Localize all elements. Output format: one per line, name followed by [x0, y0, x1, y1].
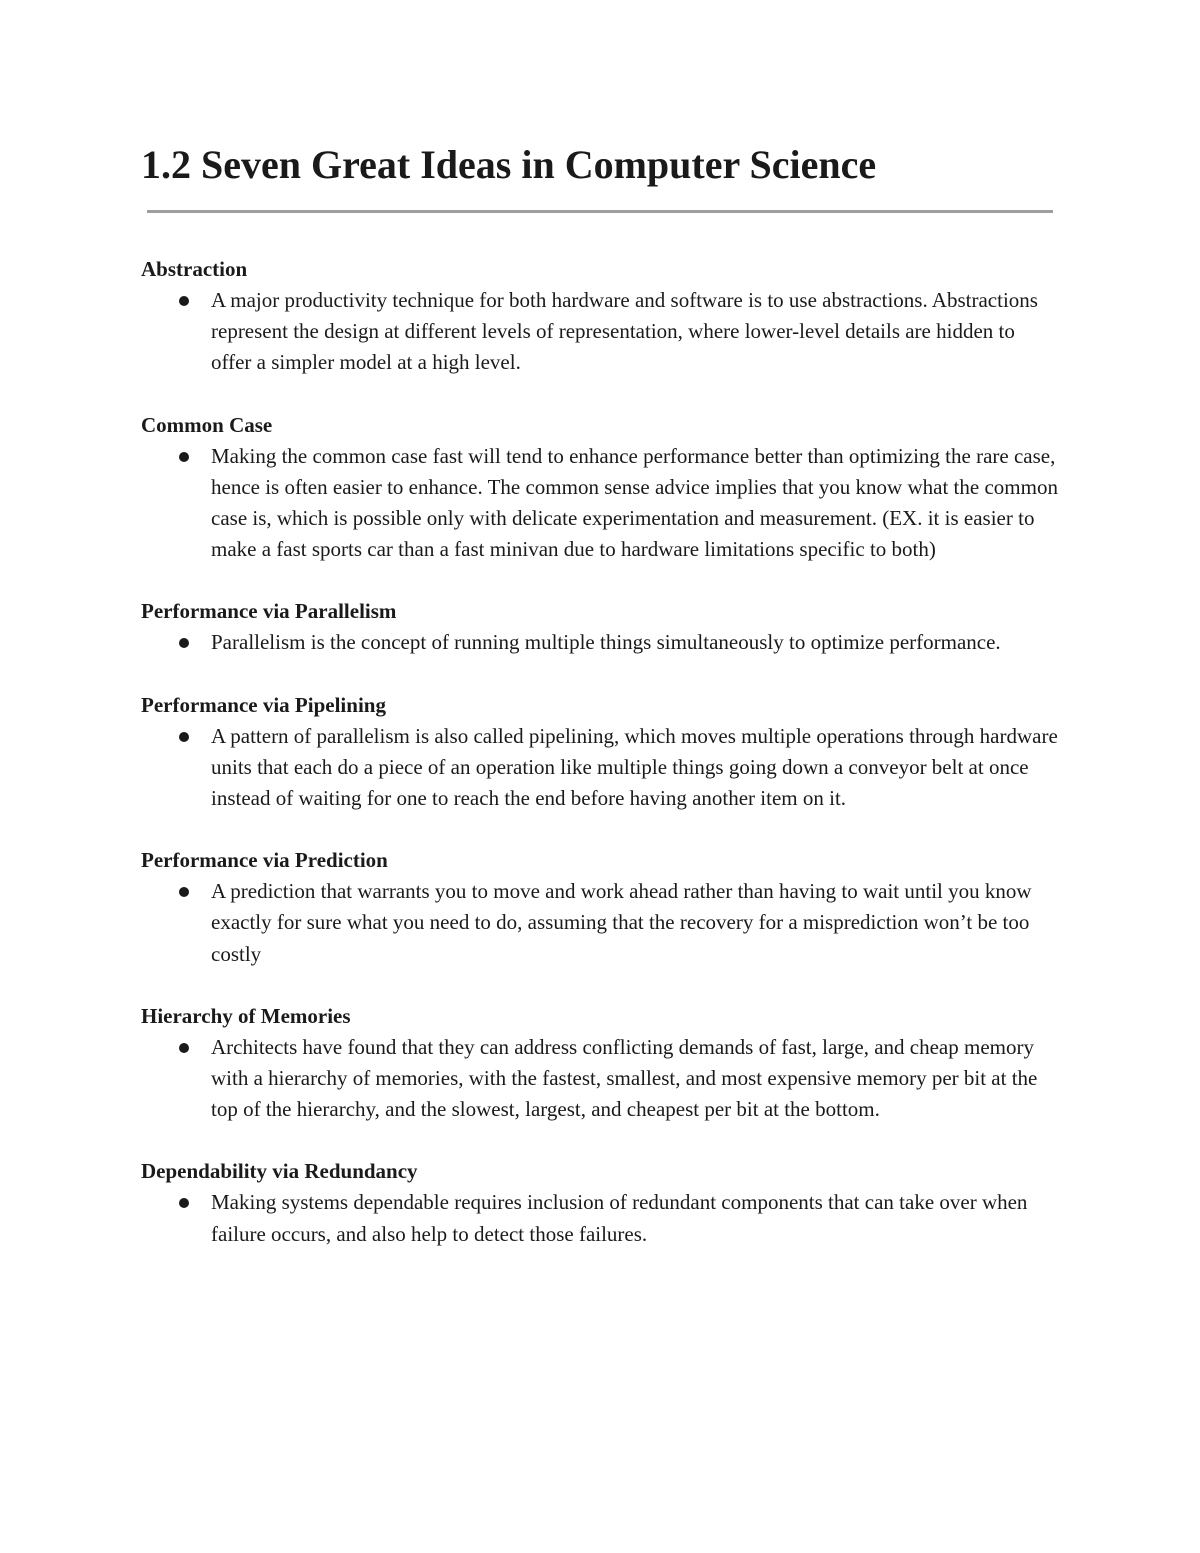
section-heading: Hierarchy of Memories [141, 1003, 351, 1028]
bullet-list [141, 627, 1060, 658]
bullet-list [141, 1187, 1060, 1249]
bullet-dot-icon [179, 296, 189, 306]
bullet-list [141, 285, 1060, 379]
bullet-list [141, 721, 1060, 815]
sections-container [141, 254, 1060, 1250]
section-heading: Performance via Pipelining [141, 692, 386, 717]
section-dependability-via-redundancy [141, 1156, 1060, 1249]
bullet-list [141, 876, 1060, 970]
bullet-dot-icon [179, 452, 189, 462]
section-heading: Performance via Parallelism [141, 599, 397, 624]
bullet-list [141, 441, 1060, 566]
bullet-item [141, 285, 1060, 379]
section-heading: Dependability via Redundancy [141, 1159, 418, 1184]
section-heading: Performance via Prediction [141, 848, 388, 873]
bullet-dot-icon [179, 638, 189, 648]
bullet-text: Making the common case fast will tend to enhance performance better than optimizing the rare case, hence is often easier to enhance. The common sense advice implies that you know what the common case is, which is possible only with delicate experimentation and measurement. (EX. it is easier to make a fast sports car than a fast minivan due to hardware limitations specific to both) [211, 443, 1058, 562]
bullet-item [141, 441, 1060, 566]
bullet-item [141, 1187, 1060, 1249]
bullet-text: A major productivity technique for both hardware and software is to use abstractions. Abstractions represent the design at different levels of representation, where lower-level details are hidden to offer a simpler model at a high level. [211, 288, 1038, 375]
bullet-item [141, 627, 1060, 658]
bullet-item [141, 721, 1060, 815]
horizontal-divider [147, 210, 1053, 213]
section-performance-via-pipelining [141, 690, 1060, 815]
bullet-dot-icon [179, 1043, 189, 1053]
bullet-list [141, 1032, 1060, 1126]
section-heading: Common Case [141, 412, 273, 437]
section-heading: Abstraction [141, 257, 248, 281]
bullet-item [141, 876, 1060, 970]
bullet-text: A pattern of parallelism is also called pipelining, which moves multiple operations through hardware units that each do a piece of an operation like multiple things going down a conveyor belt at once instead of waiting for one to reach the end before having another item on it. [211, 723, 1058, 811]
bullet-text: Architects have found that they can address conflicting demands of fast, large, and cheap memory with a hierarchy of memories, with the fastest, smallest, and most expensive memory per bit at the top of the hierarchy, and the slowest, largest, and cheapest per bit at the bottom. [211, 1034, 1038, 1122]
bullet-text: Parallelism is the concept of running multiple things simultaneously to optimize performance. [211, 630, 1001, 655]
section-common-case [141, 410, 1060, 566]
section-performance-via-parallelism [141, 596, 1060, 658]
section-abstraction [141, 254, 1060, 379]
bullet-dot-icon [179, 887, 189, 897]
bullet-dot-icon [179, 1198, 189, 1208]
bullet-text: A prediction that warrants you to move and work ahead rather than having to wait until you know exactly for sure what you need to do, assuming that the recovery for a misprediction won’t be too costly [211, 879, 1032, 966]
section-performance-via-prediction [141, 845, 1060, 970]
bullet-item [141, 1032, 1060, 1126]
page-title: 1.2 Seven Great Ideas in Computer Science [141, 142, 877, 187]
bullet-text: Making systems dependable requires inclusion of redundant components that can take over when failure occurs, and also help to detect those failures. [211, 1190, 1028, 1246]
section-hierarchy-of-memories [141, 1001, 1060, 1126]
bullet-dot-icon [179, 732, 189, 742]
